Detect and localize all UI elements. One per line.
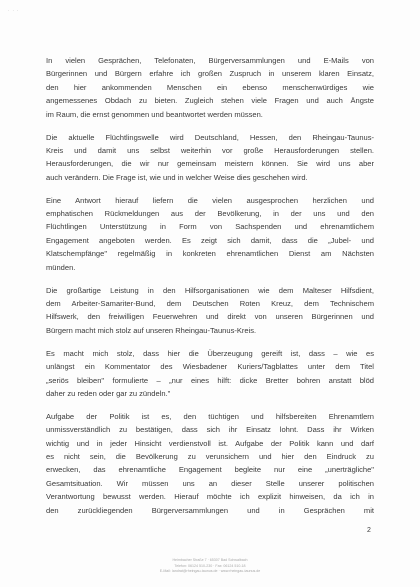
text-line: es nicht sein, die Bevölkerung zu verunsichern und hier den Eindruck zu bbox=[46, 452, 374, 462]
text-line: Eine Antwort hierauf liefern die vielen ausgesprochen herzlichen und bbox=[46, 195, 374, 205]
text-line: münden. bbox=[46, 262, 76, 272]
paragraph-6 bbox=[46, 410, 374, 517]
footer-line: Telefon: 06124 510-230 · Fax: 06124 510-18 bbox=[174, 563, 246, 568]
scan-corner-mark: · · · bbox=[8, 8, 20, 13]
text-line: auch verändern. Die Frage ist, wie und in welcher Weise dies geschehen wird. bbox=[46, 172, 308, 182]
paragraph-1 bbox=[46, 54, 374, 121]
text-line: Hilfswerk, den freiwilligen Feuerwehren und direkt von unseren Bürgerinnen und bbox=[46, 312, 374, 322]
text-line: daher zu reden oder gar zu zündeln." bbox=[46, 388, 171, 398]
text-line: Bürgern macht mich stolz auf unseren Rheingau-Taunus-Kreis. bbox=[46, 325, 257, 335]
text-line: im Raum, die ernst genommen und beantwortet werden müssen. bbox=[46, 109, 263, 119]
text-line: „seriös bleiben" formulierte – „nur eines hilft: dicke Bretter bohren anstatt blöd bbox=[46, 375, 374, 385]
text-line: Verantwortung bewusst werden. Hierauf möchte ich explizit hinweisen, da ich in bbox=[46, 492, 374, 502]
text-line: Herausforderungen, die wir nur gemeinsam meistern können. Sie wird uns aber bbox=[46, 159, 374, 169]
text-line: In vielen Gesprächen, Telefonaten, Bürgerversammlungen und E-Mails von bbox=[46, 56, 374, 65]
text-line: Gesamtsituation. Wir müssen uns an dieser Stelle unserer politischen bbox=[46, 478, 374, 488]
text-line: Flüchtlingen Unterstützung in Form von Sachspenden und ehrenamtlichem bbox=[46, 222, 374, 232]
text-line: emphatischen Rückmeldungen aus der Bevölkerung, in der uns und den bbox=[46, 209, 374, 219]
letter-body bbox=[46, 54, 374, 527]
text-line: Es macht mich stolz, dass hier die Überzeugung gereift ist, dass – wie es bbox=[46, 348, 374, 358]
footer-line: E-Mail: landrat@rheingau-taunus.de · www.rheingau-taunus.de bbox=[159, 569, 261, 574]
text-line: Bürgerinnen und Bürgern erfahre ich großen Zuspruch in unserem klaren Einsatz, bbox=[46, 69, 374, 79]
text-line: angemessenes Obdach zu bieten. Zugleich stehen viele Fragen und auch Ängste bbox=[46, 96, 374, 106]
footer-line: Heimbacher Straße 7 · 65307 Bad Schwalbach bbox=[172, 558, 248, 562]
letterhead-footer bbox=[0, 558, 420, 575]
text-line: unlängst ein Kommentator des Wiesbadener Kuriers/Tagblattes unter dem Titel bbox=[46, 362, 374, 372]
paragraph-3 bbox=[46, 194, 374, 274]
page-number: 2 bbox=[367, 527, 371, 534]
text-line: Kreis und damit uns selbst weiterhin vor große Herausforderungen stellen. bbox=[46, 145, 374, 155]
paragraph-4 bbox=[46, 284, 374, 338]
text-line: den zurückliegenden Bürgerversammlungen und in Gesprächen mit bbox=[46, 505, 374, 515]
text-line: Engagement angeboten werden. Es zeigt sich damit, dass die „Jubel- und bbox=[46, 235, 374, 245]
text-line: unmissverständlich zu bestätigen, dass sich ihr Einsatz lohnt. Dass ihr Wirken bbox=[46, 425, 374, 435]
text-line: Aufgabe der Politik ist es, den tüchtigen und hilfsbereiten Ehrenamtlern bbox=[46, 411, 374, 421]
paragraph-5 bbox=[46, 347, 374, 401]
text-line: Die aktuelle Flüchtlingswelle wird Deutschland, Hessen, den Rheingau-Taunus- bbox=[46, 132, 374, 142]
text-line: Klatschempfänge" regelmäßig in konkreten ehrenamtlichen Dienst am Nächsten bbox=[46, 249, 374, 259]
text-line: wichtig und in jeder Hinsicht verdienstvoll ist. Aufgabe der Politik kann und darf bbox=[46, 438, 374, 448]
paragraph-2 bbox=[46, 131, 374, 185]
text-line: den hier ankommenden Menschen ein ebenso menschenwürdiges wie bbox=[46, 82, 374, 92]
text-line: dem Arbeiter-Samariter-Bund, dem Deutschen Roten Kreuz, dem Technischem bbox=[46, 299, 374, 308]
text-line: erwecken, das ehrenamtliche Engagement begleite nur eine „unerträgliche" bbox=[46, 465, 374, 475]
text-line: Die großartige Leistung in den Hilfsorganisationen wie dem Malteser Hilfsdient, bbox=[46, 285, 374, 295]
